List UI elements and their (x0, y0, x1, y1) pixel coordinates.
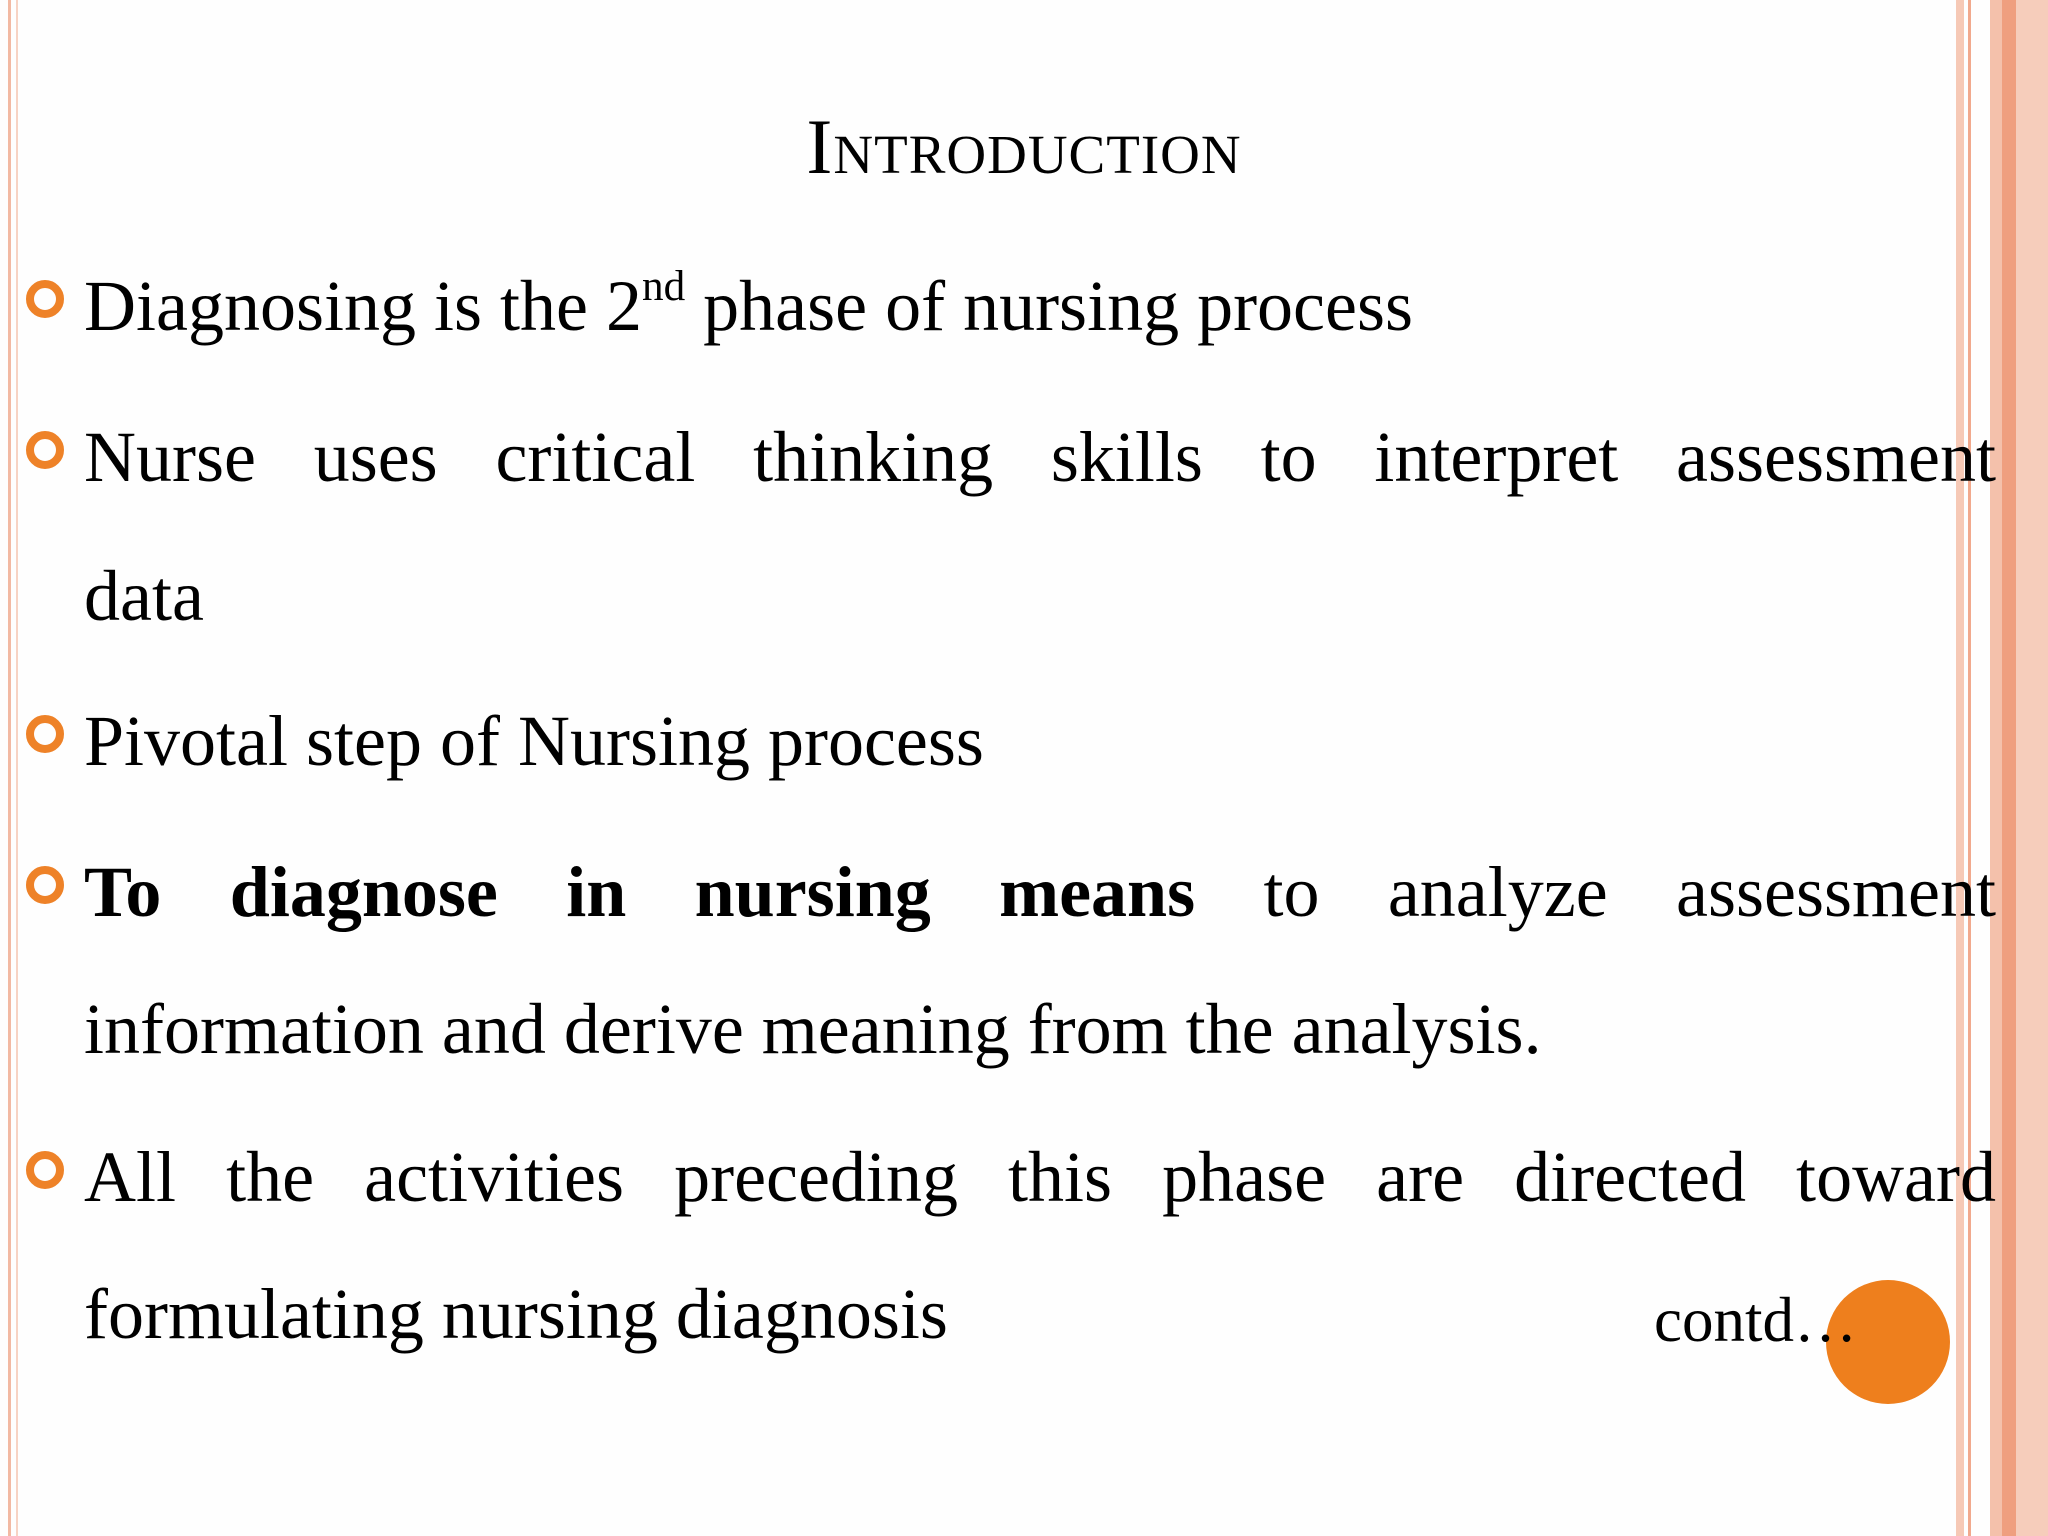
bullet-item-5-continuation: formulating nursing diagnosis (84, 1274, 948, 1354)
hollow-circle-bullet-icon (26, 715, 64, 753)
bullet-4-text-rest: to analyze assessment (1195, 852, 1997, 932)
bullet-1-text-rest: phase of nursing process (685, 266, 1413, 346)
bullet-item-2-continuation: data (84, 556, 204, 636)
bullet-1-text: Diagnosing is the 2 (84, 266, 642, 346)
bullet-item-2: Nurse uses critical thinking skills to interpret assessment (84, 417, 1996, 497)
bullet-item-4 (84, 852, 1997, 932)
hollow-circle-bullet-icon (26, 1151, 64, 1189)
bullet-1-superscript: nd (641, 262, 686, 310)
hollow-circle-bullet-icon (26, 280, 64, 318)
contd-label: contd… (1654, 1285, 1857, 1355)
bullet-item-5: All the activities preceding this phase are directed toward (84, 1137, 1996, 1217)
bullet-item-1 (84, 262, 1996, 346)
hollow-circle-bullet-icon (26, 866, 64, 904)
bullet-4-bold-text: To diagnose in nursing means (84, 852, 1196, 932)
slide-title: Introduction (806, 103, 1242, 190)
bullet-item-4-continuation: information and derive meaning from the analysis. (84, 989, 1542, 1069)
bullet-item-3: Pivotal step of Nursing process (84, 701, 984, 781)
hollow-circle-bullet-icon (26, 431, 64, 469)
